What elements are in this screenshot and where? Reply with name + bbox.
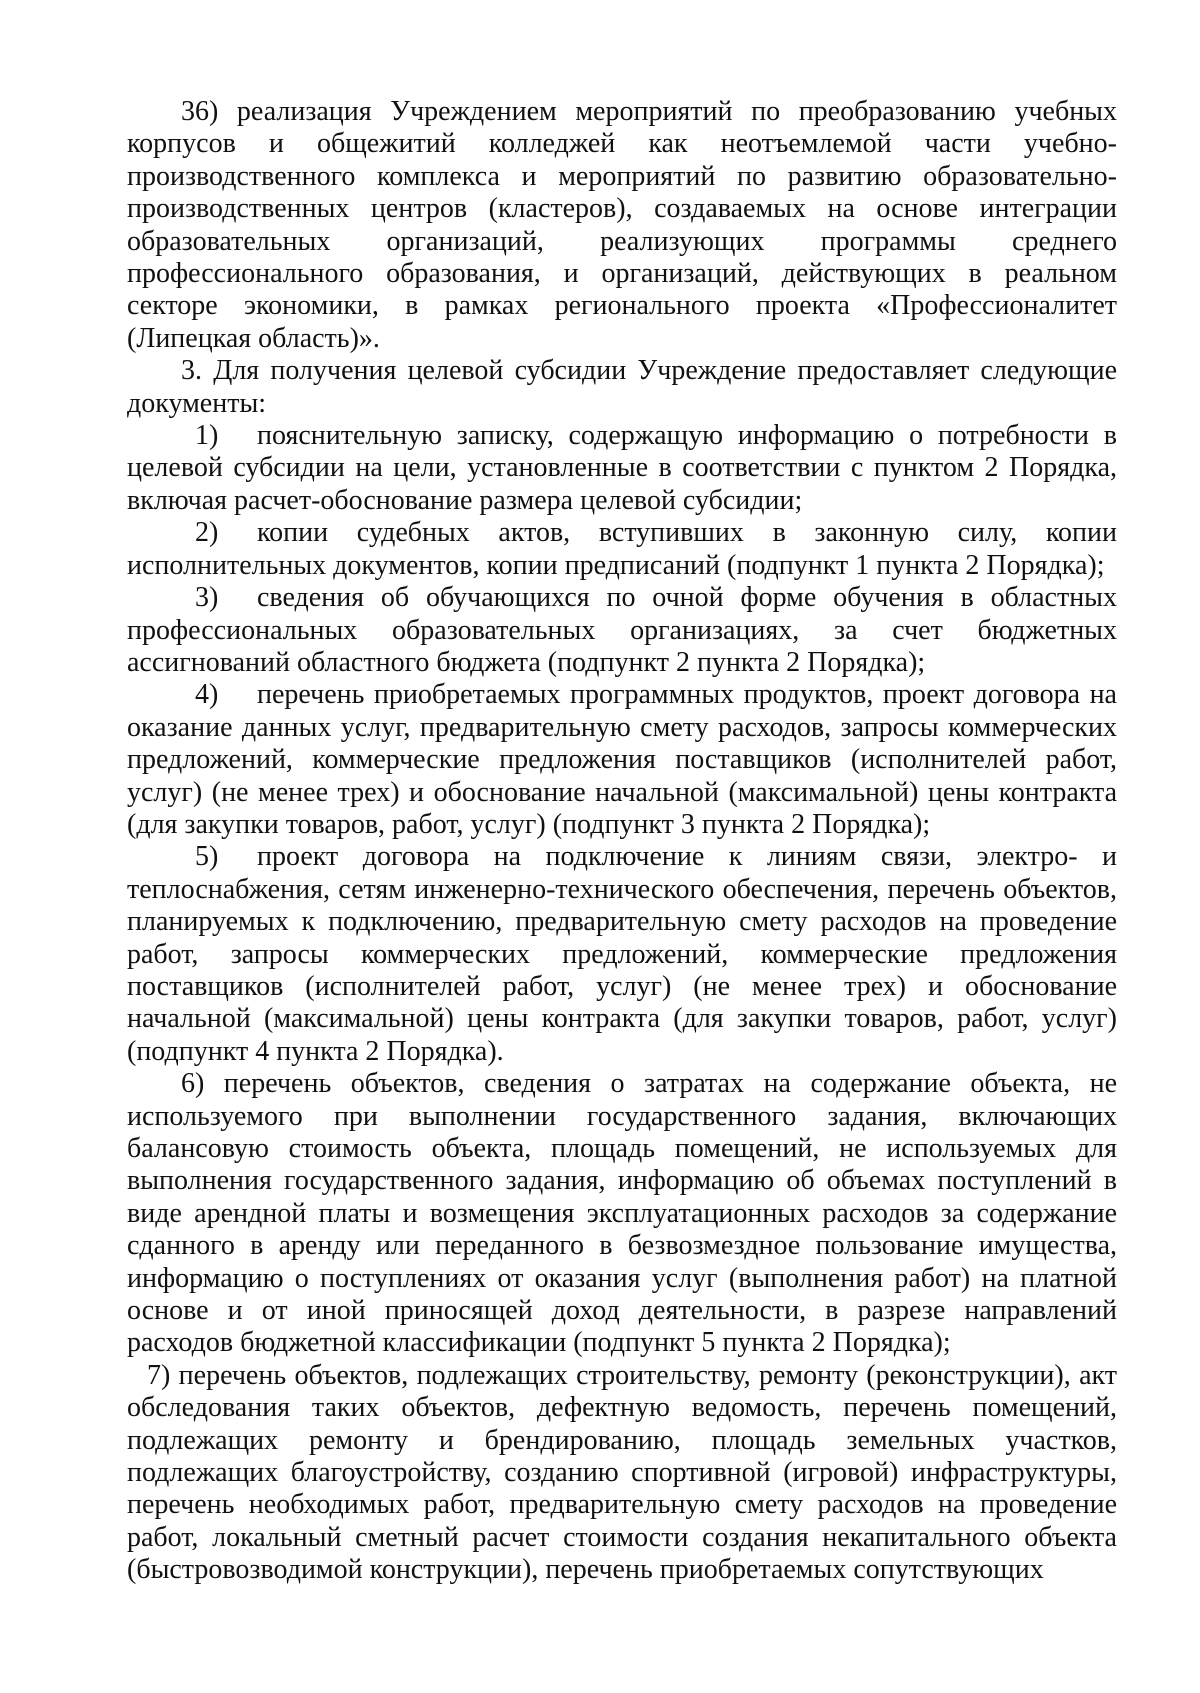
list-item-text: копии судебных актов, вступивших в законную силу, копии исполнительных документов, копии предписаний (подпункт 1 пункта 2 Порядка);	[127, 517, 1117, 581]
list-item-number: 1)	[195, 420, 219, 452]
paragraph-3: 3. Для получения целевой субсидии Учреждение предоставляет следующие документы:	[127, 355, 1117, 419]
list-item-text: пояснительную записку, содержащую информацию о потребности в целевой субсидии на цели, установленные в соответствии с пунктом 2 Порядка, включая расчет-обоснование размера целевой субсидии;	[127, 420, 1117, 516]
list-item-4	[127, 679, 1117, 841]
list-item-number: 5)	[195, 841, 219, 873]
paragraph-6: 6) перечень объектов, сведения о затратах на содержание объекта, не используемого при выполнении государственного задания, включающих балансовую стоимость объекта, площадь помещений, не используемых для выполнения государственного задания, информацию об объемах поступлений в виде арендной платы и возмещения эксплуатационных расходов за содержание сданного в аренду или переданного в безвозмездное пользование имущества, информацию о поступлениях от оказания услуг (выполнения работ) на платной основе и от иной приносящей доход деятельности, в разрезе направлений расходов бюджетной классификации (подпункт 5 пункта 2 Порядка);	[127, 1068, 1117, 1359]
list-item-number: 3)	[195, 582, 219, 614]
paragraph-7: 7) перечень объектов, подлежащих строительству, ремонту (реконструкции), акт обследования таких объектов, дефектную ведомость, перечень помещений, подлежащих ремонту и брендированию, площадь земельных участков, подлежащих благоустройству, созданию спортивной (игровой) инфраструктуры, перечень необходимых работ, предварительную смету расходов на проведение работ, локальный сметный расчет стоимости создания некапитального объекта (быстровозводимой конструкции), перечень приобретаемых сопутствующих	[127, 1359, 1117, 1586]
list-item-3	[127, 582, 1117, 679]
list-item-5	[127, 841, 1117, 1068]
list-item-number: 2)	[195, 517, 219, 549]
list-item-text: перечень приобретаемых программных продуктов, проект договора на оказание данных услуг, предварительную смету расходов, запросы коммерческих предложений, коммерческие предложения поставщиков (исполнителей работ, услуг) (не менее трех) и обоснование начальной (максимальной) цены контракта (для закупки товаров, работ, услуг) (подпункт 3 пункта 2 Порядка);	[127, 679, 1117, 840]
list-item-text: проект договора на подключение к линиям связи, электро- и теплоснабжения, сетям инженерно-технического обеспечения, перечень объектов, планируемых к подключению, предварительную смету расходов на проведение работ, запросы коммерческих предложений, коммерческие предложения поставщиков (исполнителей работ, услуг) (не менее трех) и обоснование начальной (максимальной) цены контракта (для закупки товаров, работ, услуг) (подпункт 4 пункта 2 Порядка).	[127, 841, 1117, 1067]
list-item-2	[127, 517, 1117, 582]
list-item-text: сведения об обучающихся по очной форме обучения в областных профессиональных образовательных организациях, за счет бюджетных ассигнований областного бюджета (подпункт 2 пункта 2 Порядка);	[127, 582, 1117, 678]
paragraph-36: 36) реализация Учреждением мероприятий по преобразованию учебных корпусов и общежитий колледжей как неотъемлемой части учебно-производственного комплекса и мероприятий по развитию образовательно-производственных центров (кластеров), создаваемых на основе интеграции образовательных организаций, реализующих программы среднего профессионального образования, и организаций, действующих в реальном секторе экономики, в рамках регионального проекта «Профессионалитет (Липецкая область)».	[127, 96, 1117, 354]
list-item-1	[127, 420, 1117, 517]
document-page	[127, 96, 1117, 1587]
list-item-number: 4)	[195, 679, 219, 711]
